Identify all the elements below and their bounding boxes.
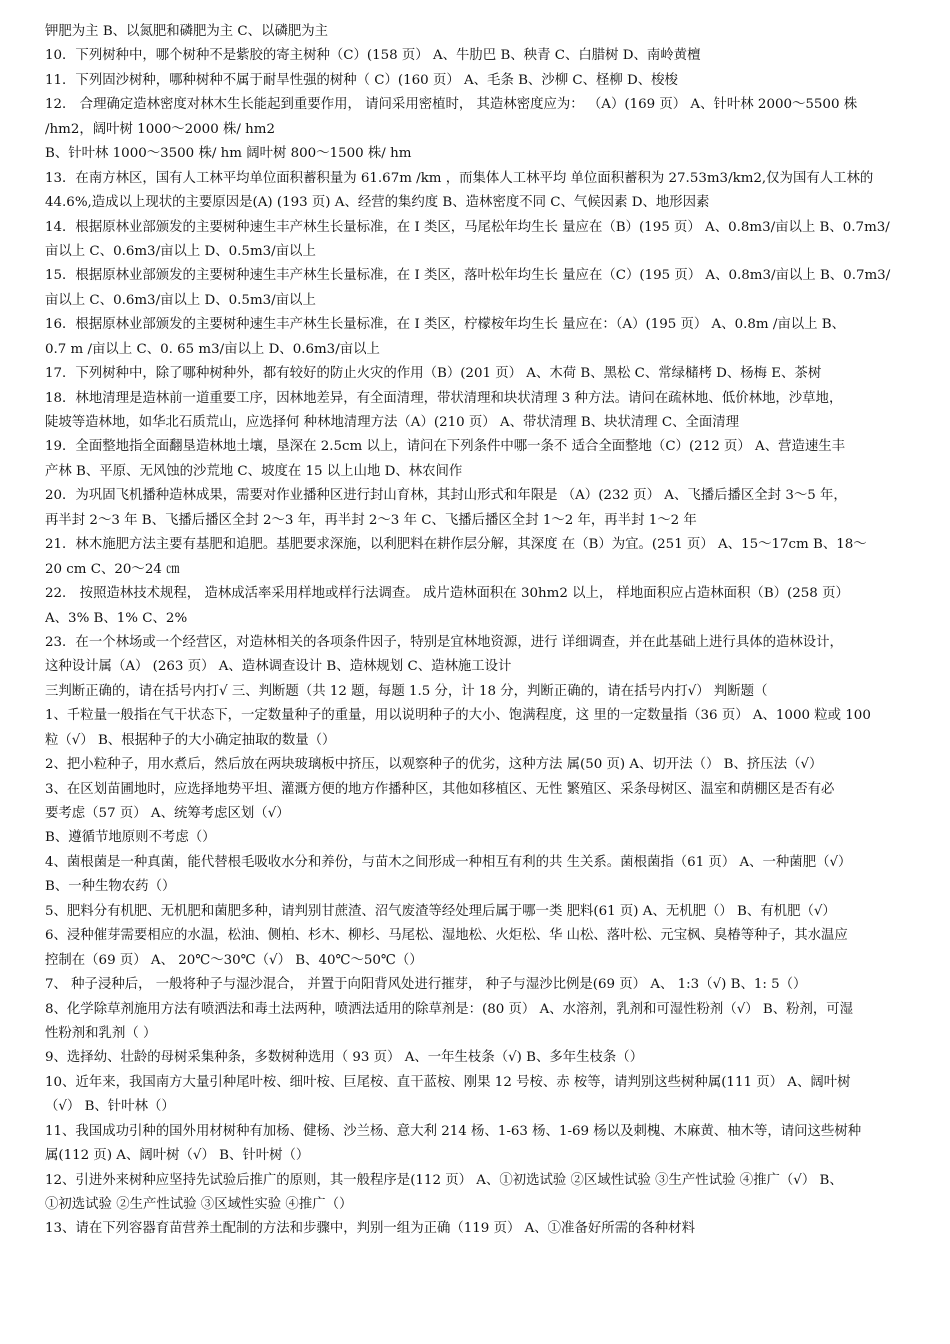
- text-line: （√） B、针叶林（）: [45, 1099, 175, 1115]
- text-line: 10、近年来，我国南方大量引种尾叶桉、细叶桉、巨尾桉、直干蓝桉、刚果 12 号桉、赤 桉等，请判别这些树种属(111 页） A、阔叶树: [45, 1074, 851, 1090]
- text-line: 9、选择幼、壮龄的母树采集种条，多数树种选用（ 93 页） A、一年生枝条（√) B、多年生枝条（）: [45, 1050, 644, 1066]
- text-line: 13．在南方林区，国有人工林平均单位面积蓄积量为 61.67m /km ，而集体人工林平均 单位面积蓄积为 27.53m3/km2,仅为国有人工林的: [45, 170, 874, 186]
- text-line: 性粉剂和乳剂（ ）: [45, 1025, 157, 1041]
- text-line: 5、肥料分有机肥、无机肥和菌肥多种，请判别甘蔗渣、沼气废渣等经处理后属于哪一类 肥料(61 页) A、无机肥（） B、有机肥（√）: [45, 903, 836, 919]
- text-line: 陡坡等造林地，如华北石质荒山，应选择何 种林地清理方法（A）(210 页） A、带状清理 B、块状清理 C、全面清理: [45, 415, 740, 430]
- text-line: 控制在（69 页） A、 20℃～30℃（√） B、40℃～50℃（）: [45, 952, 423, 968]
- text-line: [45, 1242, 908, 1266]
- text-line: B、遵循节地原则不考虑（）: [45, 830, 216, 846]
- text-line: 12． 合理确定造林密度对林木生长能起到重要作用， 请问采用密植时， 其造林密度应为： （A）(169 页） A、针叶林 2000～5500 株: [45, 97, 858, 113]
- text-line: 11．下列固沙树种，哪种树种不属于耐旱性强的树种（ C）(160 页） A、毛条 B、沙柳 C、柽柳 D、梭梭: [45, 72, 678, 88]
- text-line: 16．根据原林业部颁发的主要树种速生丰产林生长量标准，在 I 类区，柠檬桉年均生长 量应在：（A）(195 页） A、0.8m /亩以上 B、: [45, 317, 846, 333]
- text-line: 8、化学除草剂施用方法有喷洒法和毒土法两种，喷洒法适用的除草剂是：(80 页） A、水溶剂，乳剂和可湿性粉剂（√） B、粉剂，可湿: [45, 1001, 854, 1017]
- text-line: 1、千粒量一般指在气干状态下，一定数量种子的重量，用以说明种子的大小、饱满程度，这 里的一定数量指（36 页） A、1000 粒或 100: [45, 708, 871, 724]
- text-line: A、3% B、1% C、2%: [45, 610, 188, 626]
- text-line: B、一种生物农药（）: [45, 879, 176, 895]
- text-line: 6、浸种催芽需要相应的水温，松油、侧柏、杉木、柳杉、马尾松、湿地松、火炬松、华 山松、落叶松、元宝枫、臭椿等种子，其水温应: [45, 928, 848, 944]
- text-line: 15．根据原林业部颁发的主要树种速生丰产林生长量标准，在 I 类区，落叶松年均生长 量应在（C）(195 页） A、0.8m3/亩以上 B、0.7m3/: [45, 268, 891, 284]
- text-line: 钾肥为主 B、以氮肥和磷肥为主 C、以磷肥为主: [45, 24, 329, 39]
- text-line: 10．下列树种中，哪个树种不是紫胶的寄主树种（C）(158 页） A、牛肋巴 B、秧青 C、白腊树 D、南岭黄檀: [45, 48, 701, 64]
- text-line: 17．下列树种中，除了哪种树种外，都有较好的防止火灾的作用（B）(201 页） A、木荷 B、黑松 C、常绿槠栲 D、杨梅 E、茶树: [45, 366, 822, 382]
- text-line: 11、我国成功引种的国外用材树种有加杨、健杨、沙兰杨、意大利 214 杨、1-63 杨、1-69 杨以及刺槐、木麻黄、柚木等，请问这些树种: [45, 1123, 862, 1139]
- text-line: 2、把小粒种子，用水煮后，然后放在两块玻璃板中挤压，以观察种子的优劣，这种方法 属(50 页) A、切开法（） B、挤压法（√）: [45, 757, 823, 773]
- text-line: 12、引进外来树种应坚持先试验后推广的原则，其一般程序是(112 页） A、①初选试验 ②区域性试验 ③生产性试验 ④推广（√） B、: [45, 1172, 843, 1188]
- text-line: 0.7 m /亩以上 C、0. 65 m3/亩以上 D、0.6m3/亩以上: [45, 341, 380, 357]
- text-line: 属(112 页) A、阔叶树（√） B、针叶树（）: [45, 1148, 310, 1164]
- text-line: ①初选试验 ②生产性试验 ③区域性实验 ④推广（）: [45, 1197, 353, 1212]
- section-heading: 三判断正确的，请在括号内打√ 三、判断题（共 12 题，每题 1.5 分，计 18 分，判断正确的，请在括号内打√） 判断题（: [45, 683, 768, 699]
- text-line: 14．根据原林业部颁发的主要树种速生丰产林生长量标准，在 I 类区，马尾松年均生长 量应在（B）(195 页） A、0.8m3/亩以上 B、0.7m3/: [45, 219, 890, 235]
- text-line: [45, 1266, 908, 1290]
- text-line: 亩以上 C、0.6m3/亩以上 D、0.5m3/亩以上: [45, 243, 316, 259]
- text-line: 7、 种子浸种后， 一般将种子与湿沙混合， 并置于向阳背风处进行摧芽， 种子与湿沙比例是(69 页） A、 1:3（√) B、1: 5（）: [45, 977, 807, 993]
- text-line: 44.6%,造成以上现状的主要原因是(A) (193 页) A、经营的集约度 B、造林密度不同 C、气候因素 D、地形因素: [45, 195, 710, 211]
- text-line: 22． 按照造林技术规程， 造林成活率采用样地或样行法调查。 成片造林面积在 30hm2 以上， 样地面积应占造林面积（B）(258 页）: [45, 586, 849, 602]
- text-line: 19．全面整地指全面翻垦造林地土壤，垦深在 2.5cm 以上，请问在下列条件中哪一条不 适合全面整地（C）(212 页） A、营造速生丰: [45, 439, 846, 455]
- text-line: 这种设计属（A） (263 页） A、造林调查设计 B、造林规划 C、造林施工设计: [45, 659, 512, 675]
- text-line: 再半封 2～3 年 B、飞播后播区全封 2～3 年，再半封 2～3 年 C、飞播后播区全封 1～2 年，再半封 1～2 年: [45, 512, 697, 528]
- text-line: 18．林地清理是造林前一道重要工序，因林地差异，有全面清理，带状清理和块状清理 3 种方法。请问在疏林地、低价林地，沙草地，: [45, 390, 843, 406]
- text-line: 亩以上 C、0.6m3/亩以上 D、0.5m3/亩以上: [45, 292, 316, 308]
- text-line: 4、菌根菌是一种真菌，能代替根毛吸收水分和养份，与苗木之间形成一种相互有利的共 生关系。菌根菌指（61 页） A、一种菌肥（√）: [45, 854, 852, 870]
- text-line: 20．为巩固飞机播种造林成果，需要对作业播种区进行封山育林，其封山形式和年限是 （A）(232 页） A、飞播后播区全封 3～5 年，: [45, 488, 847, 504]
- text-line: 粒（√） B、根据种子的大小确定抽取的数量（）: [45, 732, 336, 748]
- text-line: 要考虑（57 页） A、统筹考虑区划（√）: [45, 806, 290, 821]
- text-line: 13、请在下列容器育苗营养土配制的方法和步骤中，判别一组为正确（119 页） A、①准备好所需的各种材料: [45, 1221, 695, 1237]
- text-line: 20 cm C、20～24 ㎝: [45, 561, 180, 577]
- text-line: 21．林木施肥方法主要有基肥和追肥。基肥要求深施，以利肥料在耕作层分解，其深度 在（B）为宜。(251 页） A、15～17cm B、18～: [45, 537, 867, 553]
- text-line: B、针叶林 1000～3500 株/ hm 阔叶树 800～1500 株/ hm: [45, 146, 412, 162]
- text-line: 产林 B、平原、无风蚀的沙荒地 C、坡度在 15 以上山地 D、林农间作: [45, 463, 463, 479]
- text-line: /hm2，阔叶树 1000～2000 株/ hm2: [45, 121, 275, 137]
- text-line: 3、在区划苗圃地时，应选择地势平坦、灌溉方便的地方作播种区，其他如移植区、无性 繁殖区、采条母树区、温室和荫棚区是否有必: [45, 781, 835, 797]
- text-line: 23．在一个林场或一个经营区，对造林相关的各项条件因子，特别是宜林地资源，进行 详细调查，并在此基础上进行具体的造林设计，: [45, 634, 843, 650]
